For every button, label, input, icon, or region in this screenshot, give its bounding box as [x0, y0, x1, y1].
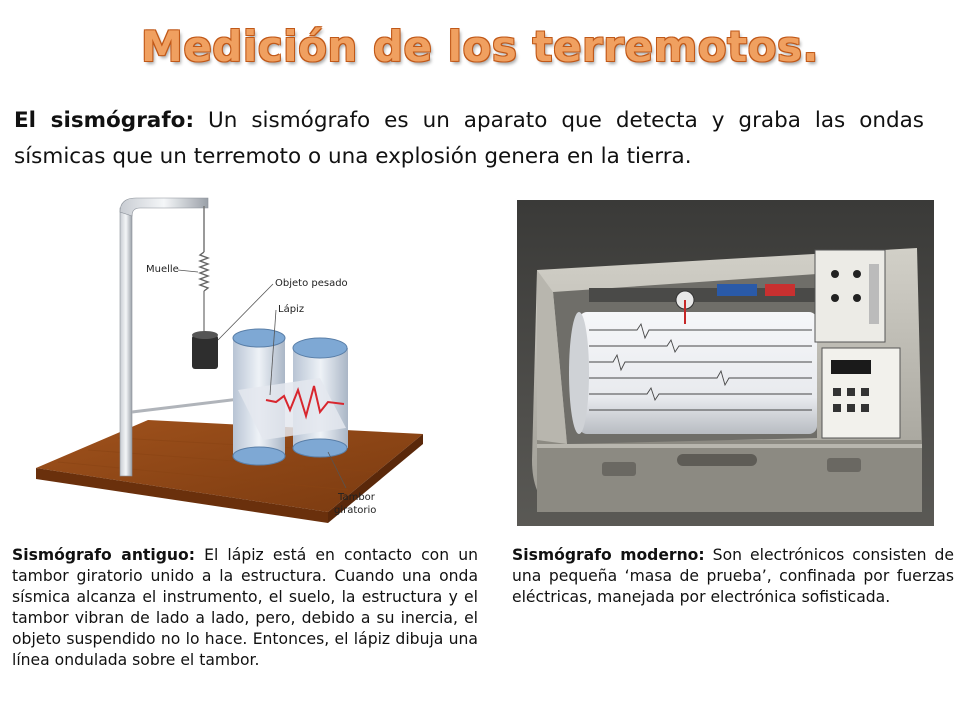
- caption-modern-seismograph: [512, 545, 954, 608]
- label-drum-line2: giratorio: [334, 505, 377, 516]
- label-weight: Objeto pesado: [275, 278, 348, 289]
- intro-paragraph: [14, 103, 924, 175]
- heavy-weight: [192, 335, 218, 369]
- caption-right-text: Son electrónicos consisten de una pequeña ‘masa de prueba’, confinada por fuerzas eléctricas, manejada por electrónica sofisticada.: [512, 546, 954, 606]
- spring: [200, 252, 208, 291]
- caption-left-text: El lápiz está en contacto con un tambor giratorio unido a la estructura. Cuando una onda sísmica alcanza el instrumento, el suelo, la estructura y el tambor vibran de lado a lado, pero, debido a su inercia, el objeto suspendido no lo hace. Entonces, el lápiz dibuja una línea ondulada sobre el tambor.: [12, 546, 478, 669]
- support-pole: [120, 208, 132, 476]
- label-spring: Muelle: [146, 264, 179, 275]
- caption-left-term: Sismógrafo antiguo:: [12, 546, 195, 564]
- caption-right-term: Sismógrafo moderno:: [512, 546, 705, 564]
- page-title: Medición de los terremotos.: [141, 22, 819, 71]
- modern-seismograph-photo: [517, 200, 934, 526]
- label-drum-line1: Tambor: [338, 492, 375, 503]
- intro-term: El sismógrafo:: [14, 108, 195, 133]
- caption-old-seismograph: [12, 545, 478, 671]
- label-pencil: Lápiz: [278, 304, 305, 315]
- old-seismograph-diagram: [28, 190, 428, 535]
- intro-text: Un sismógrafo es un aparato que detecta y graba las ondas sísmicas que un terremoto o una explosión genera en la tierra.: [14, 108, 925, 169]
